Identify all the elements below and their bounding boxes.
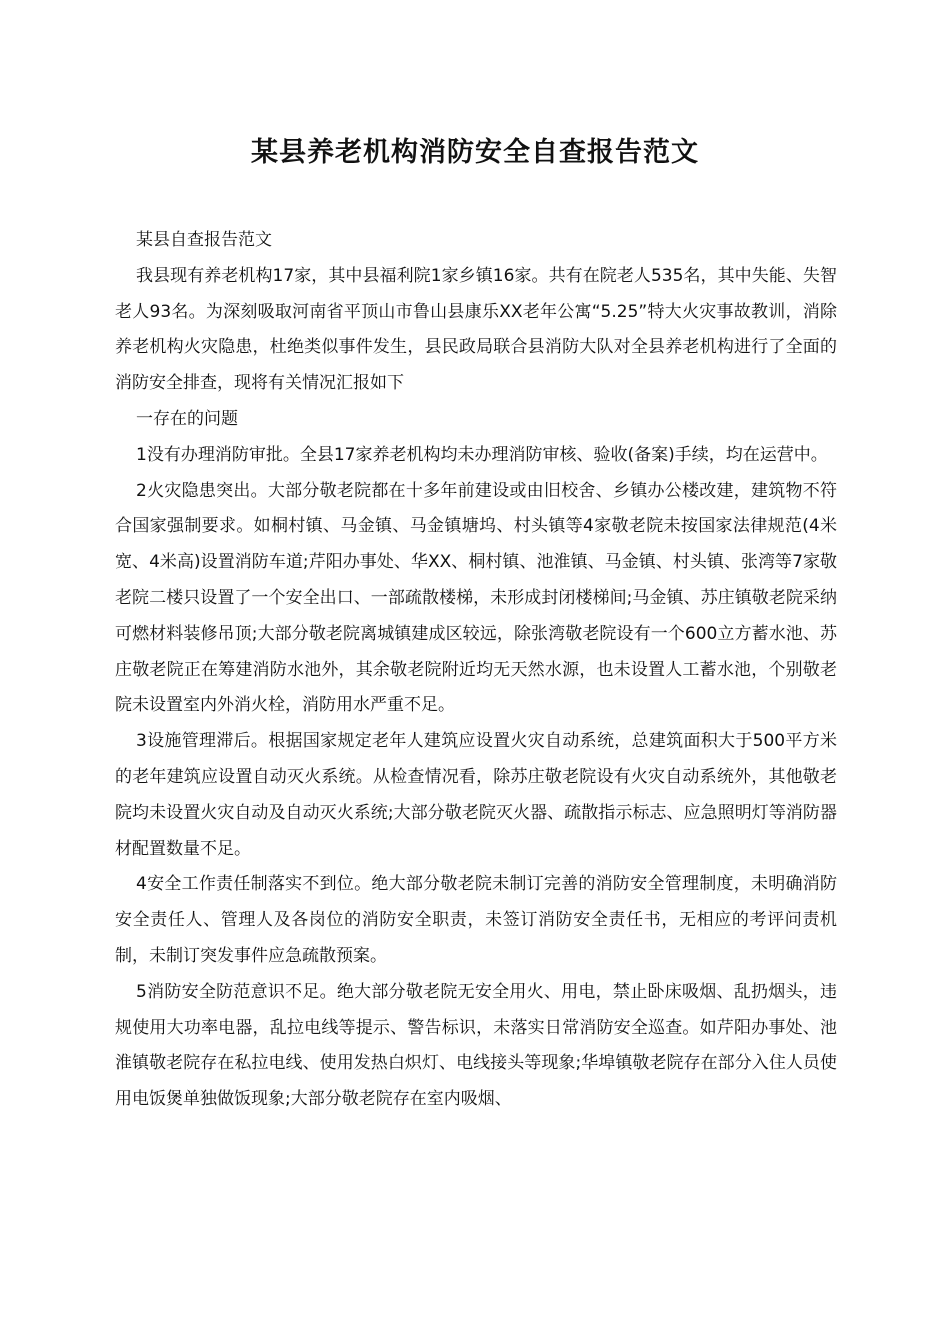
document-title: 某县养老机构消防安全自查报告范文 xyxy=(251,137,699,168)
section-heading-problems: 一存在的问题 xyxy=(136,408,238,429)
paragraph-item-3: 3设施管理滞后。根据国家规定老年人建筑应设置火灾自动系统，总建筑面积大于500平方米的老年建筑应设置自动灭火系统。从检查情况看，除苏庄敬老院设有火灾自动系统外，其他敬老院均未设置火灾自动及自动灭火系统;大部分敬老院灭火器、疏散指示标志、应急照明灯等消防器材配置数量不足。 xyxy=(115,731,837,859)
paragraph-subtitle: 某县自查报告范文 xyxy=(136,230,272,250)
paragraph-item-5: 5消防安全防范意识不足。绝大部分敬老院无安全用火、用电，禁止卧床吸烟、乱扔烟头，违规使用大功率电器，乱拉电线等提示、警告标识，未落实日常消防安全巡查。如芹阳办事处、池淮镇敬老院存在私拉电线、使用发热白炽灯、电线接头等现象;华埠镇敬老院存在部分入住人员使用电饭煲单独做饭现象;大部分敬老院存在室内吸烟、 xyxy=(115,981,837,1110)
paragraph-overview: 我县现有养老机构17家，其中县福利院1家乡镇16家。共有在院老人535名，其中失能、失智老人93名。为深刻吸取河南省平顶山市鲁山县康乐XX老年公寓“5.25”特大火灾事故教训，消除养老机构火灾隐患，杜绝类似事件发生，县民政局联合县消防大队对全县养老机构进行了全面的消防安全排查，现将有关情况汇报如下 xyxy=(115,265,837,394)
document-body xyxy=(115,223,837,1118)
paragraph-item-4: 4安全工作责任制落实不到位。绝大部分敬老院未制订完善的消防安全管理制度，未明确消防安全责任人、管理人及各岗位的消防安全职责，未签订消防安全责任书，无相应的考评问责机制，未制订突发事件应急疏散预案。 xyxy=(115,874,837,966)
paragraph-item-2: 2火灾隐患突出。大部分敬老院都在十多年前建设或由旧校舍、乡镇办公楼改建，建筑物不符合国家强制要求。如桐村镇、马金镇、马金镇塘坞、村头镇等4家敬老院未按国家法律规范(4米宽、4米高)设置消防车道;芹阳办事处、华XX、桐村镇、池淮镇、马金镇、村头镇、张湾等7家敬老院二楼只设置了一个安全出口、一部疏散楼梯，未形成封闭楼梯间;马金镇、苏庄镇敬老院采纳可燃材料装修吊顶;大部分敬老院离城镇建成区较远，除张湾敬老院设有一个600立方蓄水池、苏庄敬老院正在筹建消防水池外，其余敬老院附近均无天然水源，也未设置人工蓄水池，个别敬老院未设置室内外消火栓，消防用水严重不足。 xyxy=(115,480,837,716)
paragraph-item-1: 1没有办理消防审批。全县17家养老机构均未办理消防审核、验收(备案)手续，均在运营中。 xyxy=(136,444,828,465)
